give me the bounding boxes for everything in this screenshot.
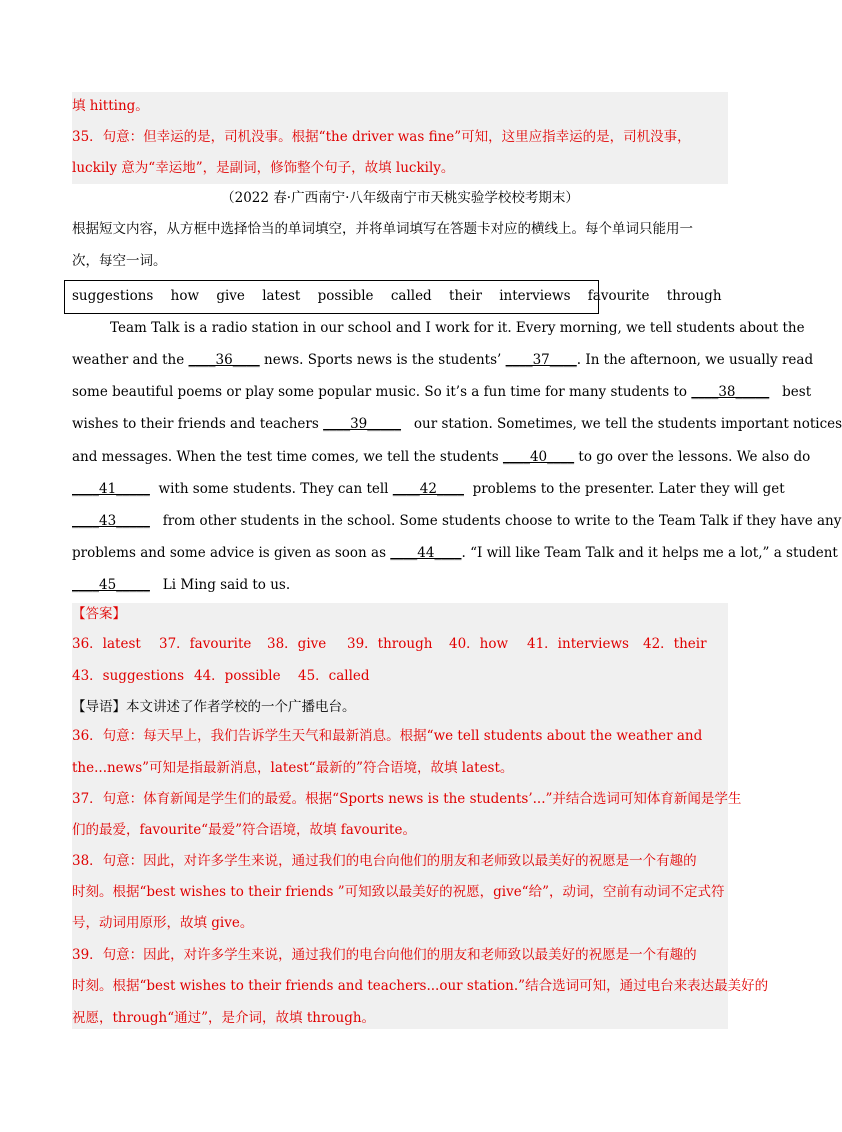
explanation-line: 时刻。根据“best wishes to their friends and teachers...our station.”结合选词可知，通过电台来表达最美好的: [72, 978, 769, 994]
passage-line: ____45_____ Li Ming said to us.: [72, 577, 291, 593]
blank-41[interactable]: ____41_____: [72, 481, 150, 497]
word-option: through: [666, 288, 722, 304]
passage-line: and messages. When the test time comes, we tell the students ____40____ to go over the lessons. We also do: [72, 449, 811, 465]
passage-line: some beautiful poems or play some popular music. So it’s a fun time for many students to ____38_____ best: [72, 384, 812, 400]
answer-item: 37．favourite: [159, 636, 252, 652]
answer-row: [72, 634, 728, 654]
instruction-line: 次，每空一词。: [72, 253, 167, 269]
answer-item: 45．called: [298, 668, 370, 684]
word-option: favourite: [587, 288, 650, 304]
explanation-line: 36．句意：每天早上，我们告诉学生天气和最新消息。根据“we tell students about the weather and: [72, 728, 703, 744]
explanation-line: 祝愿，through“通过”，是介词，故填 through。: [72, 1010, 376, 1026]
passage-line: ____41_____ with some students. They can tell ____42____ problems to the presenter. Later they will get: [72, 481, 785, 497]
passage-line: problems and some advice is given as soon as ____44____. “I will like Team Talk and it helps me a lot,” a student: [72, 545, 838, 561]
blank-42[interactable]: ____42____: [392, 481, 464, 497]
explanation-line: 【导语】本文讲述了作者学校的一个广播电台。: [72, 699, 356, 715]
answer-item: 40．how: [449, 636, 509, 652]
answer-item: 43．suggestions: [72, 668, 184, 684]
answer-item: 38．give: [267, 636, 327, 652]
blank-37[interactable]: ____37____: [505, 352, 577, 368]
answer-heading: 【答案】: [72, 606, 126, 622]
answer-item: 39．through: [347, 636, 433, 652]
word-option: their: [449, 288, 482, 304]
answer-item: 42．their: [643, 636, 707, 652]
instruction-line: 根据短文内容，从方框中选择恰当的单词填空，并将单词填写在答题卡对应的横线上。每个单词只能用一: [72, 221, 693, 237]
blank-45[interactable]: ____45_____: [72, 577, 150, 593]
passage-line: ____43_____ from other students in the school. Some students choose to write to the Team Talk if they have any: [72, 513, 842, 529]
blank-44[interactable]: ____44____: [390, 545, 462, 561]
answer-item: 44．possible: [194, 668, 281, 684]
answer-item: 41．interviews: [527, 636, 629, 652]
passage-line: weather and the ____36____ news. Sports news is the students’ ____37____. In the afternoon, we usually read: [72, 352, 814, 368]
explanation-line: 们的最爱，favourite“最爱”符合语境，故填 favourite。: [72, 822, 416, 838]
explanation-line: 号，动词用原形，故填 give。: [72, 915, 254, 931]
blank-38[interactable]: ____38_____: [691, 384, 770, 400]
word-box: [64, 280, 722, 314]
explanation-line: the...news”可知是指最新消息，latest“最新的”符合语境，故填 latest。: [72, 760, 514, 776]
blank-40[interactable]: ____40____: [502, 449, 575, 465]
blank-36[interactable]: ____36____: [188, 352, 260, 368]
answer-item: 36．latest: [72, 636, 141, 652]
explanation-line: 39．句意：因此，对许多学生来说，通过我们的电台向他们的朋友和老师致以最美好的祝愿是一个有趣的: [72, 947, 697, 963]
word-option: latest: [262, 288, 301, 304]
text-line: 35．句意：但幸运的是，司机没事。根据“the driver was fine”可知，这里应指幸运的是，司机没事，: [72, 129, 691, 145]
answer-row: [72, 666, 728, 686]
word-option: suggestions: [72, 288, 154, 304]
passage-line: wishes to their friends and teachers ____39_____ our station. Sometimes, we tell the students important notices: [72, 416, 842, 432]
passage-line: Team Talk is a radio station in our school and I work for it. Every morning, we tell students about the: [110, 320, 805, 336]
explanation-line: 37．句意：体育新闻是学生们的最爱。根据“Sports news is the students’...”并结合选词可知体育新闻是学生: [72, 791, 742, 807]
text-line: luckily 意为“幸运地”，是副词，修饰整个句子，故填 luckily。: [72, 160, 455, 176]
blank-43[interactable]: ____43_____: [72, 513, 150, 529]
text-line: 填 hitting。: [72, 98, 149, 114]
source-citation: （2022 春·广西南宁·八年级南宁市天桃实验学校校考期末）: [221, 190, 579, 206]
word-option: interviews: [499, 288, 571, 304]
blank-39[interactable]: ____39_____: [323, 416, 402, 432]
word-option: how: [170, 288, 200, 304]
word-option: possible: [317, 288, 374, 304]
explanation-line: 38．句意：因此，对许多学生来说，通过我们的电台向他们的朋友和老师致以最美好的祝愿是一个有趣的: [72, 853, 697, 869]
explanation-line: 时刻。根据“best wishes to their friends ”可知致以最美好的祝愿，give“给”，动词，空前有动词不定式符: [72, 884, 725, 900]
word-option: called: [390, 288, 432, 304]
word-option: give: [216, 288, 245, 304]
